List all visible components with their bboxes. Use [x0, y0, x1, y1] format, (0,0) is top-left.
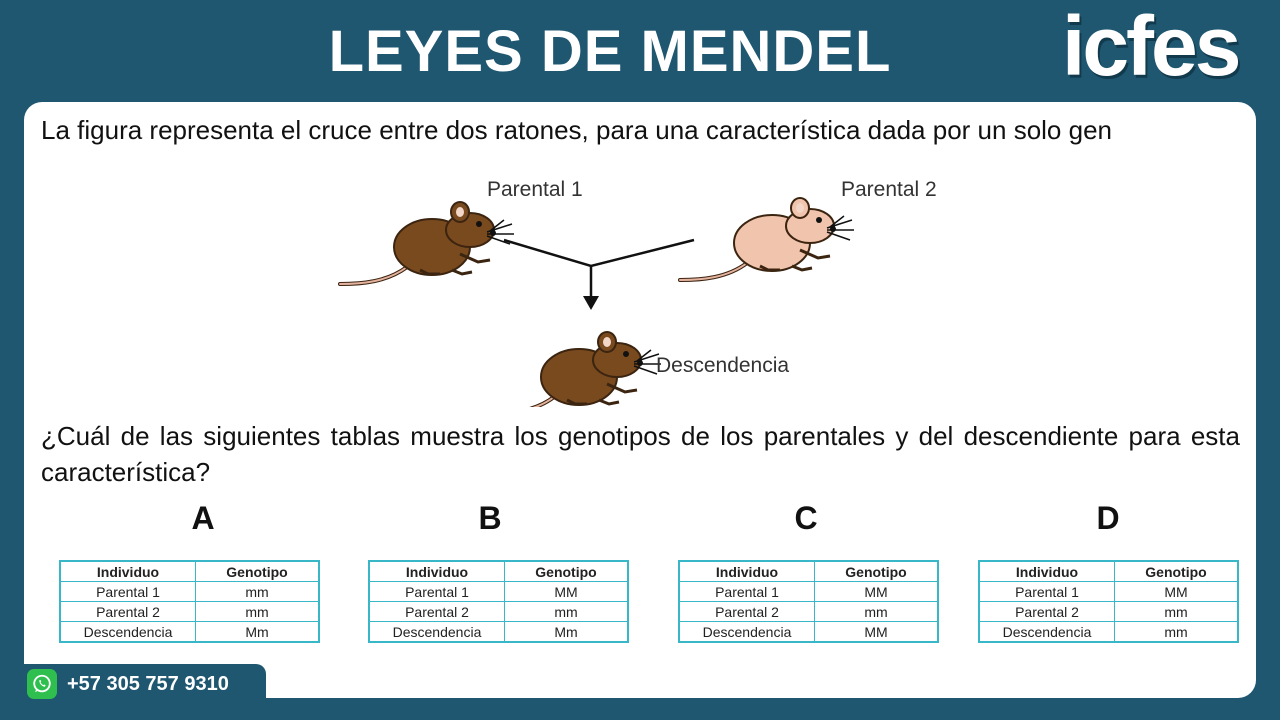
cell-individuo: Parental 2	[60, 602, 196, 622]
cell-genotipo: mm	[1115, 622, 1239, 643]
phone-number: +57 305 757 9310	[67, 672, 229, 695]
parental-1-label: Parental 1	[487, 178, 583, 201]
parental-2-label: Parental 2	[841, 178, 937, 201]
parental-2-mouse	[680, 198, 854, 280]
cell-genotipo: Mm	[196, 622, 320, 643]
header-individuo: Individuo	[679, 561, 815, 582]
header-genotipo: Genotipo	[505, 561, 629, 582]
cell-genotipo: mm	[505, 602, 629, 622]
whatsapp-icon	[27, 669, 57, 699]
header-individuo: Individuo	[369, 561, 505, 582]
cell-genotipo: MM	[505, 582, 629, 602]
question-prompt: ¿Cuál de las siguientes tablas muestra los genotipos de los parentales y del descendiente para esta característica?	[41, 421, 1240, 487]
cell-genotipo: mm	[196, 582, 320, 602]
table-row	[369, 602, 628, 622]
arrow-head-icon	[583, 296, 599, 310]
table-header-row	[369, 561, 628, 582]
icfes-logo: icfes	[1062, 0, 1239, 93]
table-row	[60, 602, 319, 622]
header-genotipo: Genotipo	[815, 561, 939, 582]
cell-individuo: Descendencia	[679, 622, 815, 643]
cell-genotipo: MM	[1115, 582, 1239, 602]
phone-contact[interactable]	[24, 664, 266, 704]
table-row	[369, 622, 628, 643]
cell-genotipo: mm	[1115, 602, 1239, 622]
table-header-row	[679, 561, 938, 582]
offspring-mouse	[487, 332, 661, 407]
option-a-table[interactable]	[59, 560, 320, 643]
table-row	[979, 602, 1238, 622]
question-card	[24, 102, 1256, 698]
cell-individuo: Parental 2	[679, 602, 815, 622]
cell-genotipo: MM	[815, 622, 939, 643]
table-row	[979, 582, 1238, 602]
header-genotipo: Genotipo	[196, 561, 320, 582]
parental-1-mouse	[340, 202, 514, 284]
table-row	[60, 622, 319, 643]
option-b-table[interactable]	[368, 560, 629, 643]
header-individuo: Individuo	[979, 561, 1115, 582]
header-individuo: Individuo	[60, 561, 196, 582]
page-title: LEYES DE MENDEL	[328, 19, 892, 84]
cell-individuo: Parental 1	[369, 582, 505, 602]
cell-individuo: Descendencia	[60, 622, 196, 643]
header-genotipo: Genotipo	[1115, 561, 1239, 582]
cell-genotipo: Mm	[505, 622, 629, 643]
option-b-letter[interactable]: B	[478, 500, 502, 536]
cell-individuo: Parental 1	[979, 582, 1115, 602]
mouse-cross-figure	[24, 162, 1256, 407]
table-header-row	[60, 561, 319, 582]
cell-genotipo: MM	[815, 582, 939, 602]
table-row	[679, 582, 938, 602]
table-header-row	[979, 561, 1238, 582]
option-d-letter[interactable]: D	[1096, 500, 1120, 536]
cell-individuo: Descendencia	[369, 622, 505, 643]
table-row	[369, 582, 628, 602]
cell-genotipo: mm	[815, 602, 939, 622]
question-intro: La figura representa el cruce entre dos ratones, para una característica dada por un solo gen	[41, 115, 1112, 145]
option-d-table[interactable]	[978, 560, 1239, 643]
option-c-letter[interactable]: C	[794, 500, 818, 536]
table-row	[979, 622, 1238, 643]
table-row	[679, 602, 938, 622]
cell-individuo: Parental 1	[679, 582, 815, 602]
cell-individuo: Parental 1	[60, 582, 196, 602]
cell-genotipo: mm	[196, 602, 320, 622]
cell-individuo: Descendencia	[979, 622, 1115, 643]
offspring-label: Descendencia	[656, 354, 790, 377]
table-row	[60, 582, 319, 602]
option-a-letter[interactable]: A	[191, 500, 215, 536]
cell-individuo: Parental 2	[369, 602, 505, 622]
cross-lines	[504, 240, 694, 266]
table-row	[679, 622, 938, 643]
cell-individuo: Parental 2	[979, 602, 1115, 622]
option-c-table[interactable]	[678, 560, 939, 643]
